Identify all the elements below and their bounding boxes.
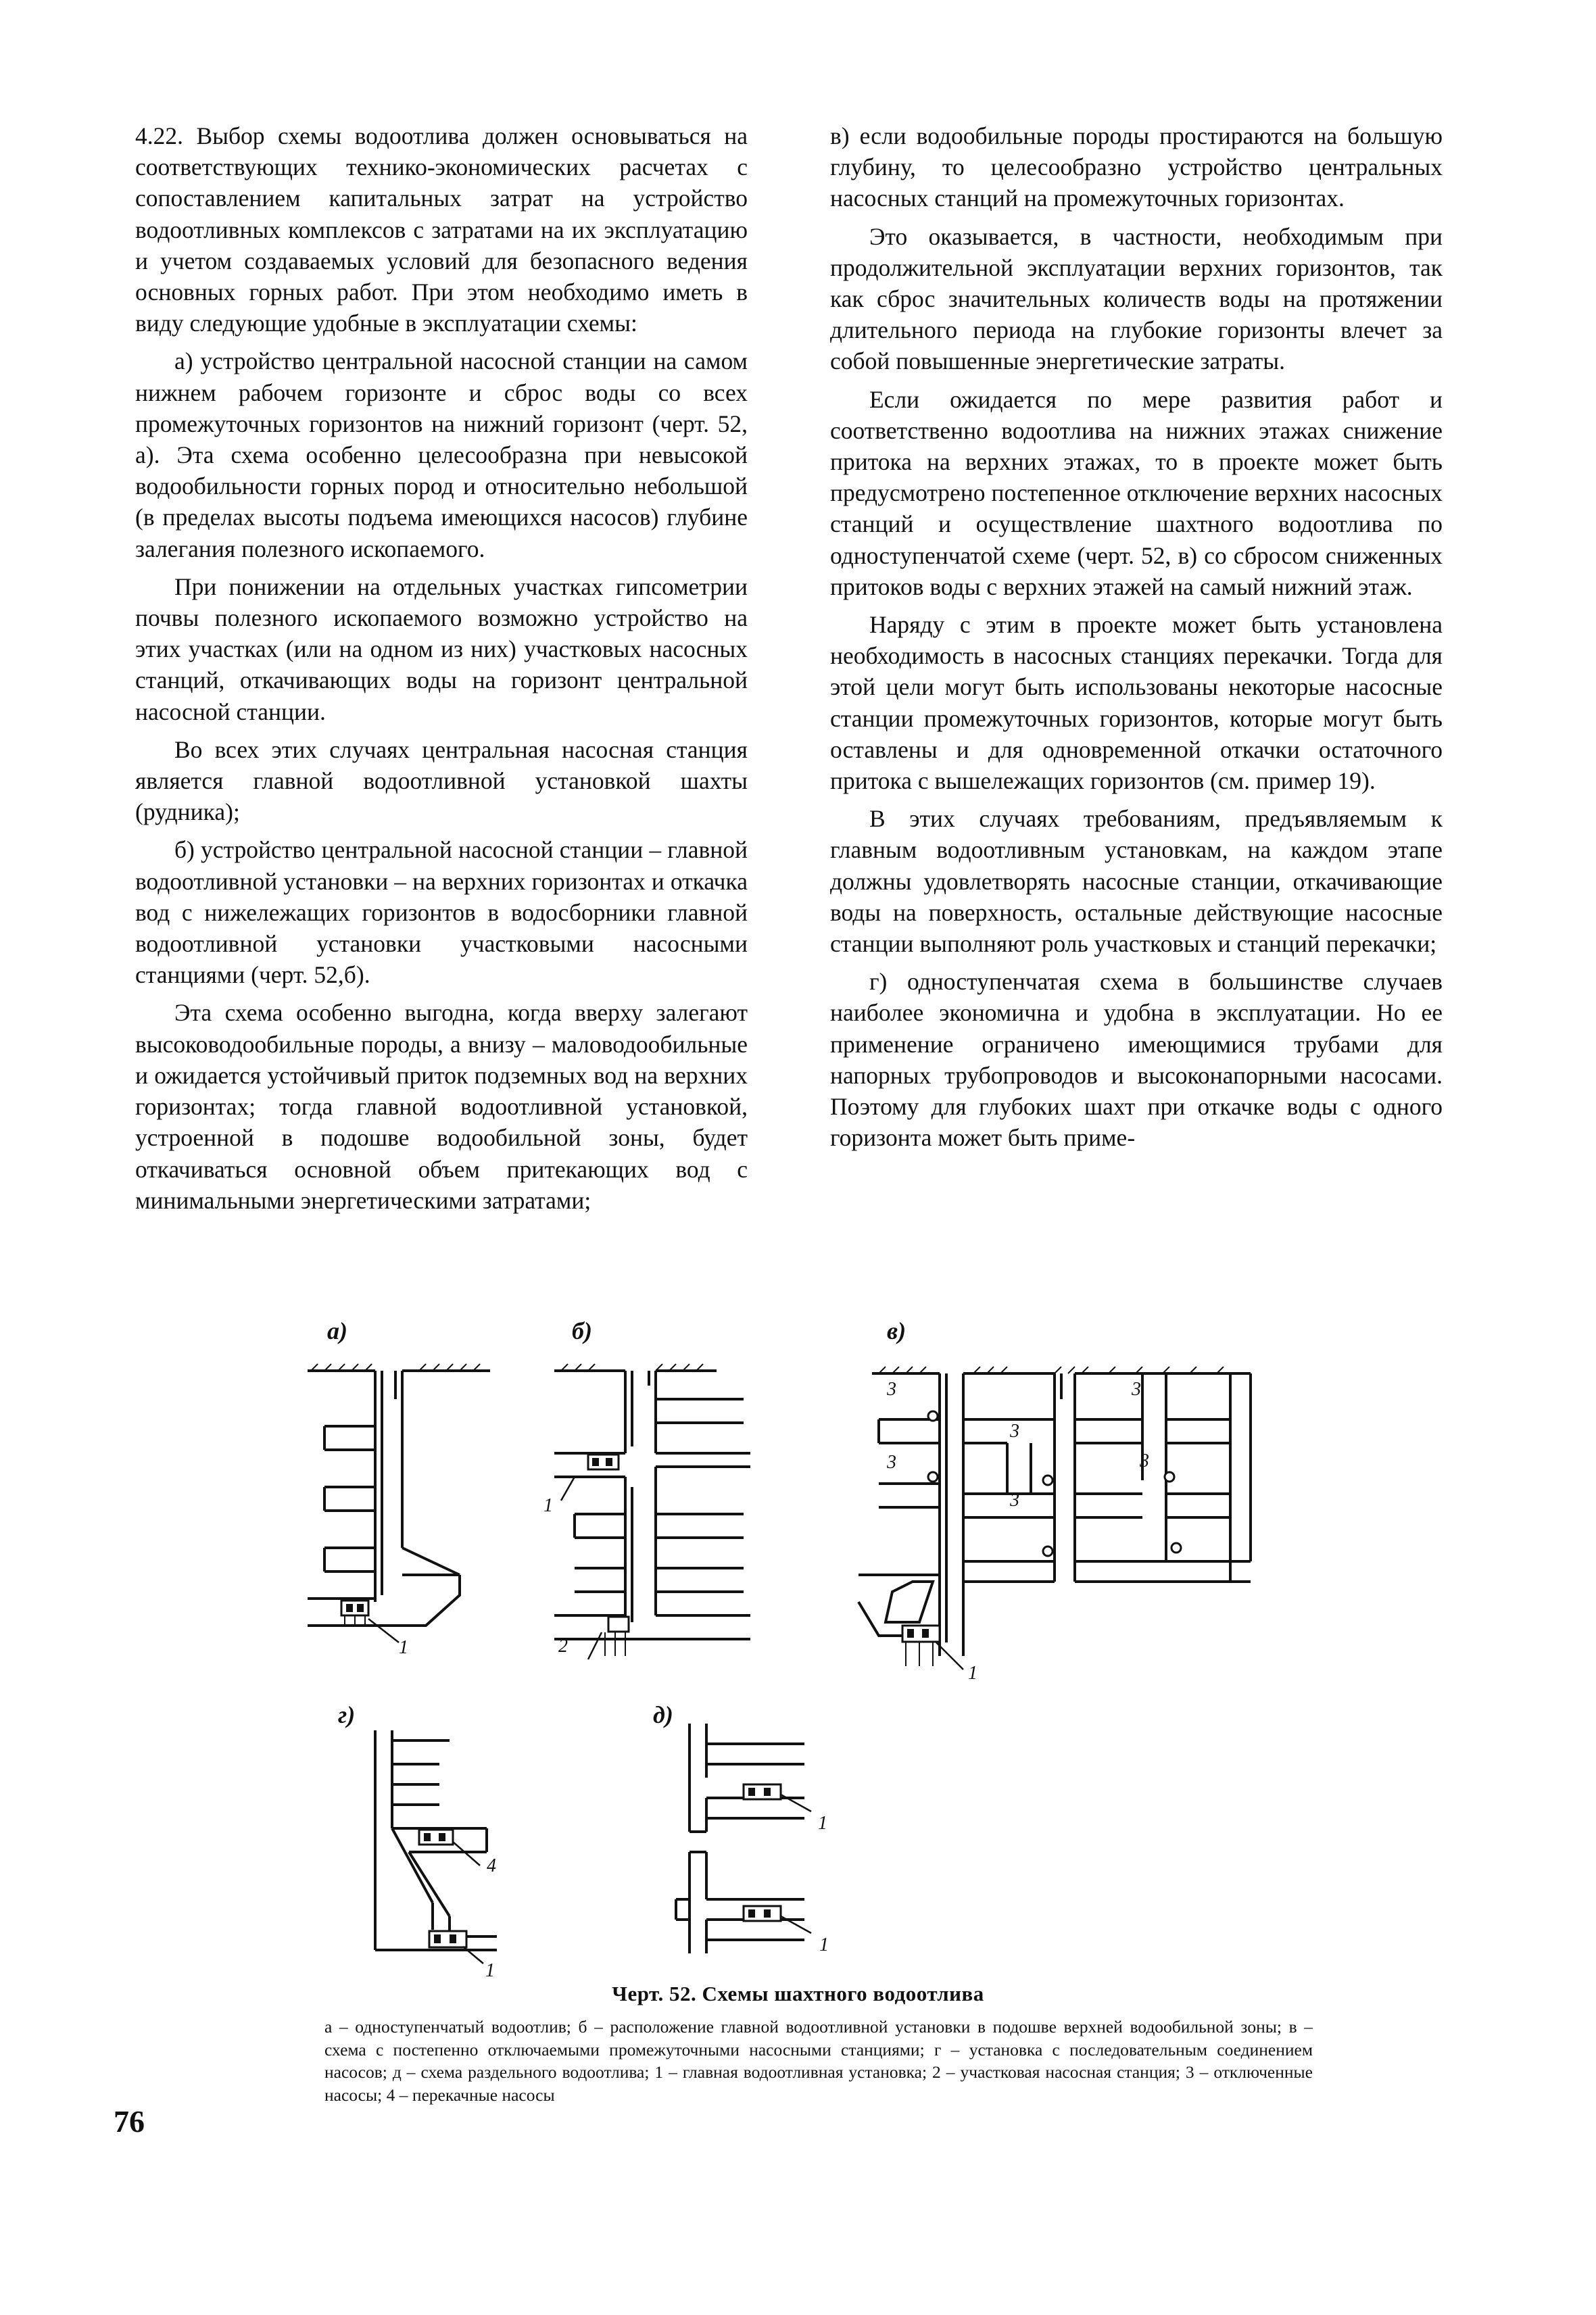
panel-label-d: д) [653, 1701, 673, 1728]
callout-1: 1 [485, 1960, 495, 1981]
paragraph: а) устройство центральной насосной станции на самом нижнем рабочем горизонте и сброс воды со всех промежуточных горизонтов на нижний горизонт (черт. 52, а). Эта схема особенно целесообразна при невысокой водообильности горных пород и относительно небольшой (в пределах высоты подъема имеющихся насосов) глубине залегания полезного ископаемого. [135, 347, 748, 562]
panel-label-v: в) [887, 1317, 906, 1344]
paragraph: б) устройство центральной насосной станции – главной водоотливной установки – на верхних горизонтах и откачка вод с нижележащих горизонтов в водосборники главной водоотливной установки участковыми насосными станциями (черт. 52,б). [135, 836, 748, 989]
panel-label-a: а) [327, 1317, 347, 1344]
diagram-scheme-a [304, 1359, 507, 1629]
page-number: 76 [114, 2104, 145, 2139]
paragraph: Наряду с этим в проекте может быть установлена необходимость в насосных станциях перекачки. Тогда для этой цели могут быть использованы некоторые насосные станции промежуточных горизонтов, которые могут быть оставлены и для одновременной откачки остаточного притока с вышележащих горизонтов (см. пример 19). [830, 611, 1443, 795]
paragraph: При понижении на отдельных участках гипсометрии почвы полезного ископаемого возможно устройство на этих участках (или на одном из них) участковых насосных станций, откачивающих воды на горизонт центральной насосной станции. [135, 572, 748, 725]
figure-caption-legend: а – одноступенчатый водоотлив; б – расположение главной водоотливной установки в подошве верхней водообильной зоны; в – схема с постепенно отключаемыми промежуточными насосными станциями; г – установка с последовательным соединением насосов; д – схема раздельного водоотлива; 1 – главная водоотливная установка; 2 – участковая насосная станция; 3 – отключенные насосы; 4 – перекачные насосы [324, 2017, 1313, 2105]
callout-3: 3 [1140, 1451, 1149, 1471]
callout-1: 1 [543, 1495, 553, 1516]
callout-4: 4 [487, 1855, 496, 1876]
callout-3: 3 [1010, 1490, 1019, 1511]
diagram-scheme-v [852, 1359, 1271, 1676]
paragraph: В этих случаях требованиям, предъявляемым к главным водоотливным установкам, на каждом этапе должны удовлетворять насосные станции, откачивающие воды на поверхность, остальные действующие насосные станции выполняют роль участковых и станций перекачки; [830, 805, 1443, 958]
callout-1: 1 [819, 1934, 829, 1955]
callout-1: 1 [818, 1813, 827, 1834]
callout-3: 3 [887, 1379, 896, 1400]
right-column [830, 120, 1443, 1161]
diagram-scheme-g [362, 1720, 537, 1964]
paragraph: Эта схема особенно выгодна, когда вверху залегают высоководообильные породы, а внизу – маловодообильные и ожидается устойчивый приток подземных вод на верхних горизонтах; тогда главной водоотливной установкой, устроенной в подошве водообильной зоны, будет откачиваться основной объем притекающих вод с минимальными энергетическими затратами; [135, 999, 748, 1214]
paragraph: Если ожидается по мере развития работ и соответственно водоотлива на нижних этажах снижение притока на верхних этажах, то в проекте может быть предусмотрено постепенное отключение верхних насосных станций и осуществление шахтного водоотлива по одноступенчатой схеме (черт. 52, в) со сбросом сниженных притоков воды с верхних этажей на самый нижний этаж. [830, 385, 1443, 600]
diagram-scheme-b [548, 1359, 777, 1656]
left-column [135, 120, 748, 1223]
callout-3: 3 [1010, 1421, 1019, 1442]
paragraph: 4.22. Выбор схемы водоотлива должен основываться на соответствующих технико-экономических расчетах с сопоставлением капитальных затрат на устройство водоотливных комплексов с затратами на их эксплуатацию и учетом создаваемых условий для безопасного ведения основных горных работ. При этом необходимо иметь в виду следующие удобные в эксплуатации схемы: [135, 122, 748, 337]
paragraph: г) одноступенчатая схема в большинстве случаев наиболее экономична и удобна в эксплуатации. Но ее применение ограничено имеющимися трубами для напорных трубопроводов и высоконапорными насосами. Поэтому для глубоких шахт при откачке воды с одного горизонта может быть приме- [830, 968, 1443, 1152]
callout-3: 3 [1132, 1379, 1141, 1400]
callout-1: 1 [399, 1637, 408, 1658]
diagram-scheme-d [669, 1717, 838, 1960]
callout-3: 3 [887, 1452, 896, 1473]
callout-2: 2 [558, 1636, 568, 1657]
figure-caption-title: Черт. 52. Схемы шахтного водоотлива [612, 1982, 984, 2005]
paragraph: Это оказывается, в частности, необходимым при продолжительной эксплуатации верхних горизонтов, так как сброс значительных количеств воды на протяжении длительного периода на глубокие горизонты влечет за собой повышенные энергетические затраты. [830, 222, 1443, 375]
paragraph: Во всех этих случаях центральная насосная станция является главной водоотливной установкой шахты (рудника); [135, 735, 748, 826]
callout-1: 1 [968, 1663, 977, 1684]
panel-label-b: б) [572, 1317, 592, 1344]
paragraph: в) если водообильные породы простираются на большую глубину, то целесообразно устройство центральных насосных станций на промежуточных горизонтах. [830, 122, 1443, 212]
panel-label-g: г) [338, 1701, 356, 1728]
